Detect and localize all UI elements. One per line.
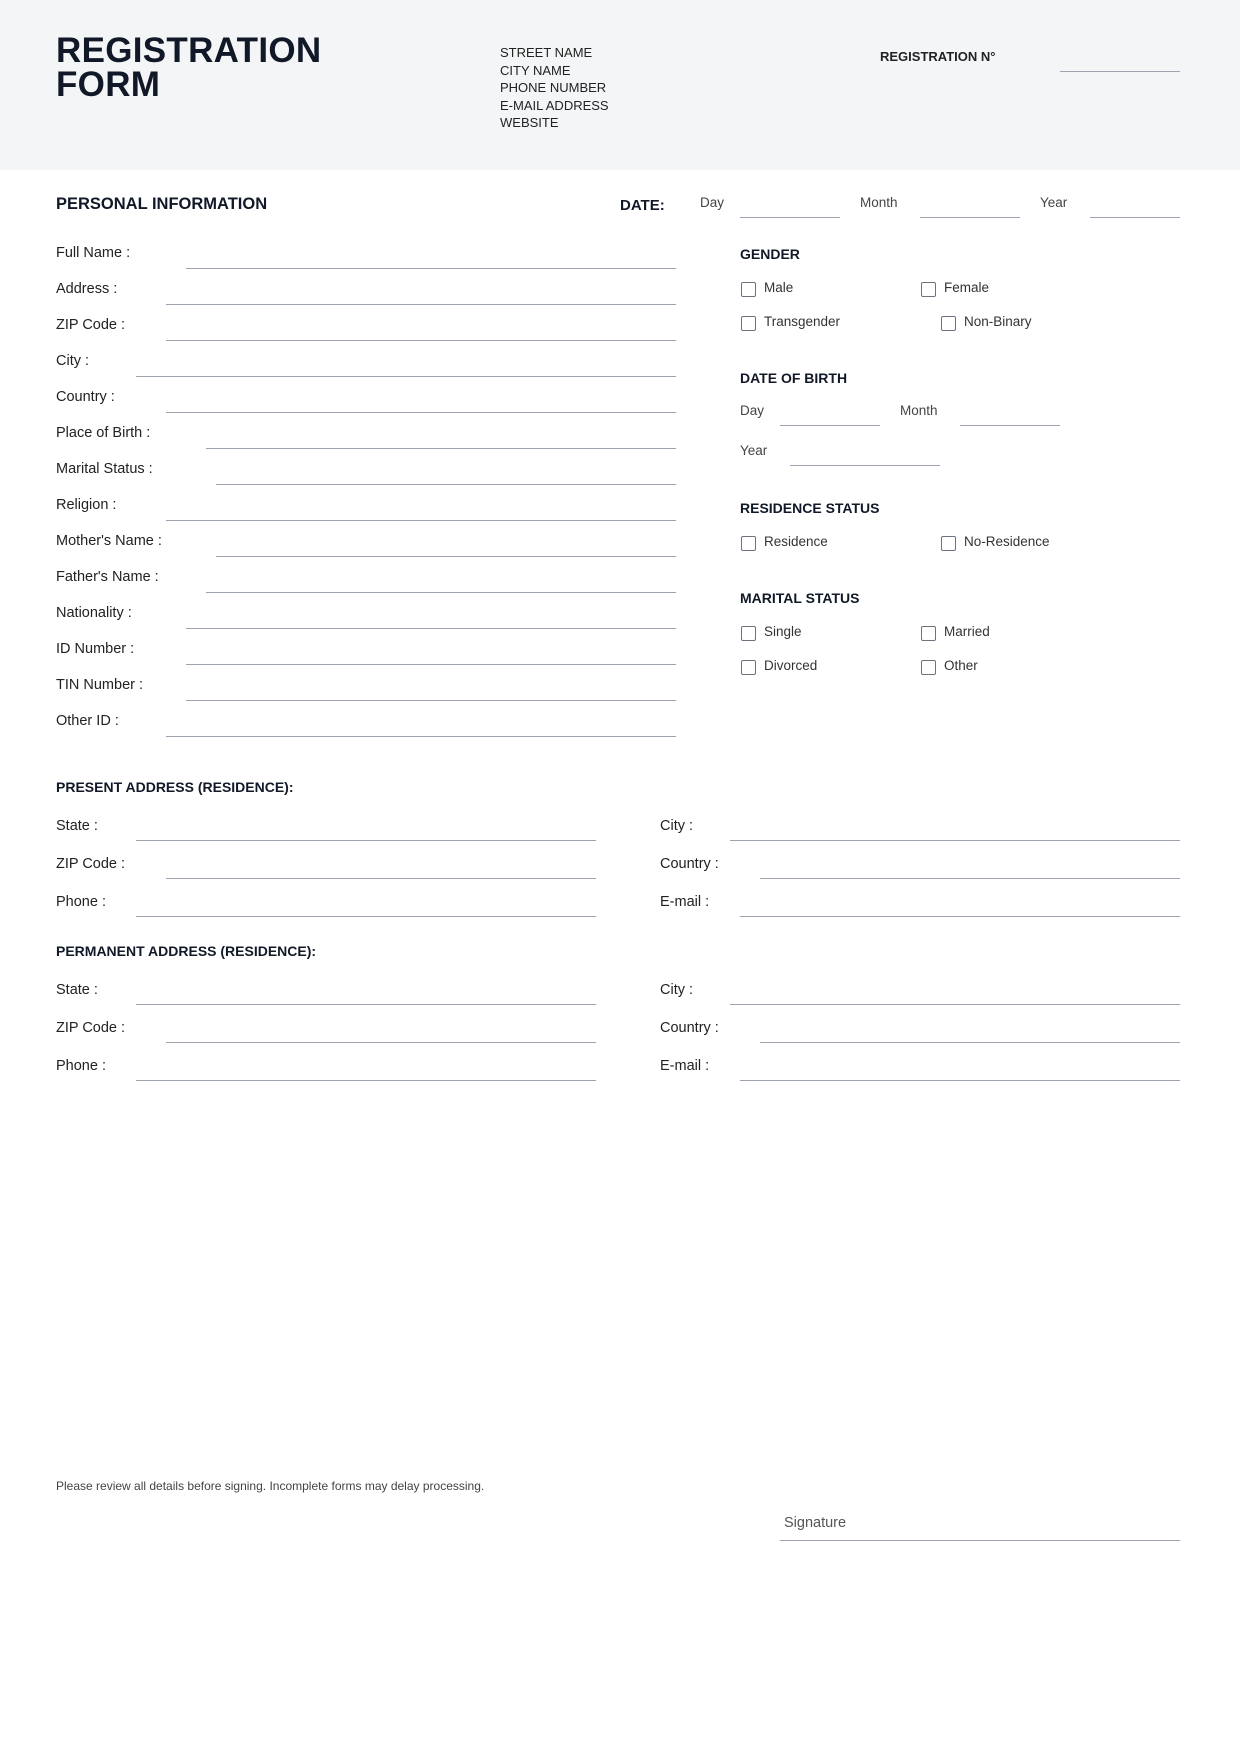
present-phone-field[interactable]	[136, 916, 596, 917]
permanent-zip-label: ZIP Code :	[56, 1020, 126, 1036]
registration-number-label: REGISTRATION N°	[880, 49, 996, 64]
gender-transgender-checkbox[interactable]	[741, 316, 756, 331]
marital-status-title: MARITAL STATUS	[740, 590, 860, 606]
tin-number-label: TIN Number :	[56, 677, 144, 693]
permanent-city-field[interactable]	[730, 1004, 1180, 1005]
gender-non-binary-checkbox[interactable]	[941, 316, 956, 331]
present-zip-label: ZIP Code :	[56, 856, 126, 872]
present-address-title: PRESENT ADDRESS (RESIDENCE):	[56, 779, 294, 795]
present-city-label: City :	[660, 818, 694, 834]
religion-label: Religion :	[56, 497, 117, 513]
date-year-field[interactable]	[1090, 217, 1180, 218]
title-line-2: FORM	[56, 65, 161, 104]
other-id-field[interactable]	[166, 736, 676, 737]
marital-single-label: Single	[764, 624, 802, 639]
permanent-country-field[interactable]	[760, 1042, 1180, 1043]
address-label: Address :	[56, 281, 118, 297]
nationality-field[interactable]	[186, 628, 676, 629]
gender-female-label: Female	[944, 280, 990, 295]
date-day-label: Day	[700, 195, 725, 210]
present-phone-label: Phone :	[56, 894, 106, 910]
permanent-phone-field[interactable]	[136, 1080, 596, 1081]
permanent-city-label: City :	[660, 982, 694, 998]
marital-divorced-checkbox[interactable]	[741, 660, 756, 675]
city-label: City :	[56, 353, 90, 369]
city-field[interactable]	[136, 376, 676, 377]
address-field[interactable]	[166, 304, 676, 305]
marital-divorced-label: Divorced	[764, 658, 818, 673]
date-month-field[interactable]	[920, 217, 1020, 218]
religion-field[interactable]	[166, 520, 676, 521]
full-name-field[interactable]	[186, 268, 676, 269]
permanent-state-label: State :	[56, 982, 98, 998]
permanent-country-label: Country :	[660, 1020, 719, 1036]
dob-month-label: Month	[900, 403, 938, 418]
mothers-name-label: Mother's Name :	[56, 533, 162, 549]
present-country-label: Country :	[660, 856, 719, 872]
date-label: DATE:	[620, 197, 665, 214]
gender-transgender-label: Transgender	[764, 314, 841, 329]
country-label: Country :	[56, 389, 115, 405]
registration-number-field[interactable]	[1060, 71, 1180, 72]
company-street: STREET NAME	[500, 45, 593, 60]
signature-field[interactable]	[780, 1540, 1180, 1541]
marital-other-label: Other	[944, 658, 978, 673]
dob-year-label: Year	[740, 443, 768, 458]
present-country-field[interactable]	[760, 878, 1180, 879]
gender-male-checkbox[interactable]	[741, 282, 756, 297]
date-month-label: Month	[860, 195, 898, 210]
permanent-email-label: E-mail :	[660, 1058, 710, 1074]
dob-day-field[interactable]	[780, 425, 880, 426]
company-email: E-MAIL ADDRESS	[500, 97, 609, 113]
company-website: WEBSITE	[500, 115, 559, 130]
id-number-field[interactable]	[186, 664, 676, 665]
present-email-label: E-mail :	[660, 894, 710, 910]
present-zip-field[interactable]	[166, 878, 596, 879]
nationality-label: Nationality :	[56, 605, 132, 621]
date-day-field[interactable]	[740, 217, 840, 218]
place-of-birth-label: Place of Birth :	[56, 425, 151, 441]
gender-female-checkbox[interactable]	[921, 282, 936, 297]
fathers-name-label: Father's Name :	[56, 569, 159, 585]
date-year-label: Year	[1040, 195, 1068, 210]
mothers-name-field[interactable]	[216, 556, 676, 557]
company-city: CITY NAME	[500, 62, 571, 78]
dob-title: DATE OF BIRTH	[740, 370, 848, 386]
marital-status-field[interactable]	[216, 484, 676, 485]
residence-checkbox[interactable]	[741, 536, 756, 551]
residence-label: Residence	[764, 534, 828, 549]
place-of-birth-field[interactable]	[206, 448, 676, 449]
country-field[interactable]	[166, 412, 676, 413]
full-name-label: Full Name :	[56, 245, 131, 261]
marital-other-checkbox[interactable]	[921, 660, 936, 675]
gender-non-binary-label: Non-Binary	[964, 314, 1032, 329]
residence-status-title: RESIDENCE STATUS	[740, 500, 880, 516]
company-phone: PHONE NUMBER	[500, 80, 607, 95]
gender-title: GENDER	[740, 246, 800, 262]
title-line-1: REGISTRATION	[56, 31, 322, 70]
company-info	[500, 44, 609, 132]
permanent-zip-field[interactable]	[166, 1042, 596, 1043]
marital-status-label: Marital Status :	[56, 461, 153, 477]
marital-single-checkbox[interactable]	[741, 626, 756, 641]
present-state-label: State :	[56, 818, 98, 834]
zip-code-label: ZIP Code :	[56, 317, 126, 333]
present-city-field[interactable]	[730, 840, 1180, 841]
gender-male-label: Male	[764, 280, 794, 295]
footer-note: Please review all details before signing. Incomplete forms may delay processing.	[56, 1479, 485, 1493]
dob-year-field[interactable]	[790, 465, 940, 466]
no-residence-checkbox[interactable]	[941, 536, 956, 551]
tin-number-field[interactable]	[186, 700, 676, 701]
marital-married-checkbox[interactable]	[921, 626, 936, 641]
no-residence-label: No-Residence	[964, 534, 1050, 549]
permanent-phone-label: Phone :	[56, 1058, 106, 1074]
fathers-name-field[interactable]	[206, 592, 676, 593]
dob-day-label: Day	[740, 403, 765, 418]
id-number-label: ID Number :	[56, 641, 135, 657]
present-email-field[interactable]	[740, 916, 1180, 917]
signature-label: Signature	[784, 1515, 847, 1531]
permanent-email-field[interactable]	[740, 1080, 1180, 1081]
personal-info-title: PERSONAL INFORMATION	[56, 195, 268, 213]
zip-code-field[interactable]	[166, 340, 676, 341]
marital-married-label: Married	[944, 624, 990, 639]
permanent-address-title: PERMANENT ADDRESS (RESIDENCE):	[56, 943, 317, 959]
present-state-field[interactable]	[136, 840, 596, 841]
form-title	[56, 31, 322, 104]
dob-month-field[interactable]	[960, 425, 1060, 426]
other-id-label: Other ID :	[56, 713, 119, 729]
permanent-state-field[interactable]	[136, 1004, 596, 1005]
